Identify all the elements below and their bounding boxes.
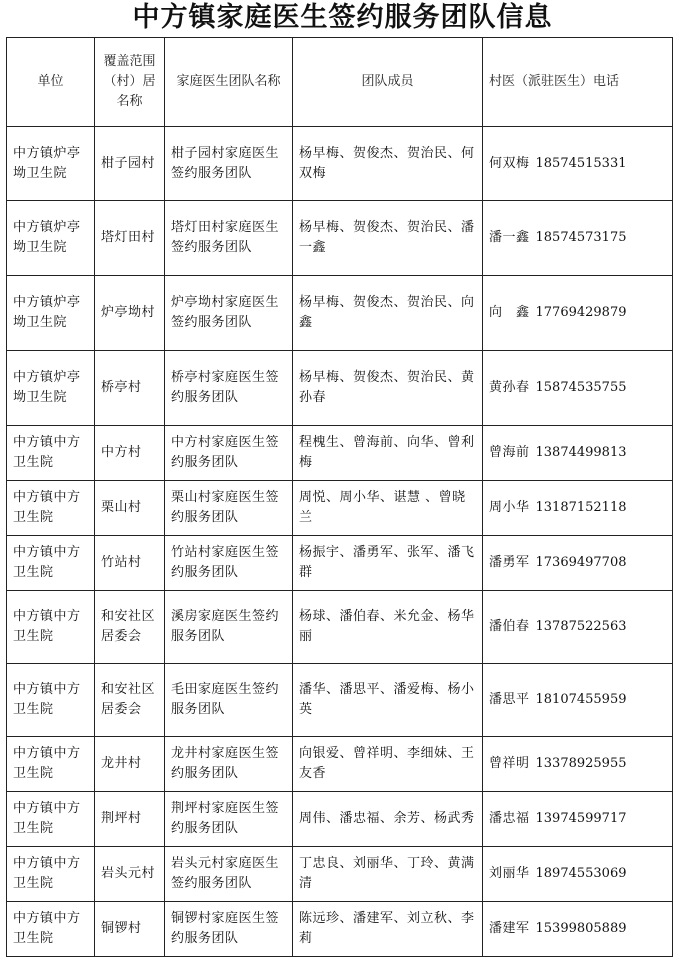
team-name-cell: 炉亭坳村家庭医生签约服务团队 <box>165 276 293 351</box>
phone-number: 18574573175 <box>535 230 627 245</box>
coverage-cell: 塔灯田村 <box>95 201 165 276</box>
coverage-cell: 桥亭村 <box>95 351 165 426</box>
team-name-cell: 荆坪村家庭医生签约服务团队 <box>165 792 293 847</box>
table-row <box>7 201 673 276</box>
phone-cell <box>483 591 673 664</box>
team-name-cell: 柑子园村家庭医生签约服务团队 <box>165 127 293 201</box>
coverage-cell: 和安社区居委会 <box>95 591 165 664</box>
table-row <box>7 847 673 902</box>
coverage-cell: 铜锣村 <box>95 902 165 957</box>
doctor-name: 曾海前 <box>489 445 530 460</box>
doctor-name: 黄孙春 <box>489 380 530 395</box>
team-name-cell: 铜锣村家庭医生签约服务团队 <box>165 902 293 957</box>
phone-number: 15874535755 <box>535 380 627 395</box>
team-name-cell: 栗山村家庭医生签约服务团队 <box>165 481 293 536</box>
phone-number: 13874499813 <box>535 445 627 460</box>
team-name-cell: 中方村家庭医生签约服务团队 <box>165 426 293 481</box>
coverage-cell: 竹站村 <box>95 536 165 591</box>
doctor-name: 周小华 <box>489 500 530 515</box>
table-row <box>7 792 673 847</box>
doctor-name: 刘丽华 <box>489 866 530 881</box>
table-row <box>7 127 673 201</box>
table-row <box>7 276 673 351</box>
unit-cell: 中方镇中方卫生院 <box>7 536 95 591</box>
table-row <box>7 591 673 664</box>
unit-cell: 中方镇中方卫生院 <box>7 664 95 737</box>
header-members: 团队成员 <box>293 38 483 127</box>
page-title: 中方镇家庭医生签约服务团队信息 <box>132 2 553 33</box>
coverage-cell: 炉亭坳村 <box>95 276 165 351</box>
members-cell: 杨早梅、贺俊杰、贺治民、黄孙春 <box>293 351 483 426</box>
phone-cell <box>483 426 673 481</box>
unit-cell: 中方镇中方卫生院 <box>7 737 95 792</box>
members-cell: 陈远珍、潘建军、刘立秋、李莉 <box>293 902 483 957</box>
phone-cell <box>483 127 673 201</box>
doctor-name: 何双梅 <box>489 155 530 171</box>
unit-cell: 中方镇中方卫生院 <box>7 847 95 902</box>
team-name-cell: 塔灯田村家庭医生签约服务团队 <box>165 201 293 276</box>
header-row <box>7 38 673 127</box>
doctor-name: 潘一鑫 <box>489 230 530 245</box>
members-cell: 杨早梅、贺俊杰、贺治民、何双梅 <box>293 127 483 201</box>
coverage-cell: 荆坪村 <box>95 792 165 847</box>
doctor-name: 潘思平 <box>489 692 530 707</box>
members-cell: 杨振宇、潘勇军、张军、潘飞群 <box>293 536 483 591</box>
unit-cell: 中方镇炉亭坳卫生院 <box>7 276 95 351</box>
team-name-cell: 毛田家庭医生签约服务团队 <box>165 664 293 737</box>
coverage-cell: 岩头元村 <box>95 847 165 902</box>
unit-cell: 中方镇炉亭坳卫生院 <box>7 351 95 426</box>
header-coverage: 覆盖范围（村）居名称 <box>95 38 165 127</box>
table-row <box>7 426 673 481</box>
phone-number: 18574515331 <box>535 155 627 171</box>
phone-number: 13187152118 <box>535 500 627 515</box>
doctor-name: 潘忠福 <box>489 811 530 826</box>
phone-number: 13378925955 <box>535 756 627 771</box>
team-name-cell: 竹站村家庭医生签约服务团队 <box>165 536 293 591</box>
members-cell: 杨早梅、贺俊杰、贺治民、向 鑫 <box>293 276 483 351</box>
team-name-cell: 岩头元村家庭医生签约服务团队 <box>165 847 293 902</box>
phone-number: 15399805889 <box>535 921 627 936</box>
phone-cell <box>483 351 673 426</box>
phone-cell <box>483 792 673 847</box>
doctor-name: 曾祥明 <box>489 756 530 771</box>
unit-cell: 中方镇中方卫生院 <box>7 792 95 847</box>
phone-cell <box>483 201 673 276</box>
coverage-cell: 栗山村 <box>95 481 165 536</box>
doctor-name: 潘建军 <box>489 921 530 936</box>
team-name-cell: 溪房家庭医生签约服务团队 <box>165 591 293 664</box>
team-info-table <box>6 37 673 957</box>
coverage-cell: 和安社区居委会 <box>95 664 165 737</box>
phone-cell <box>483 902 673 957</box>
unit-cell: 中方镇中方卫生院 <box>7 481 95 536</box>
members-cell: 周悦、周小华、谌慧 、曾晓兰 <box>293 481 483 536</box>
table-row <box>7 481 673 536</box>
members-cell: 杨球、潘伯春、米允金、杨华丽 <box>293 591 483 664</box>
unit-cell: 中方镇中方卫生院 <box>7 902 95 957</box>
doctor-name: 向 鑫 <box>489 305 530 320</box>
phone-cell <box>483 481 673 536</box>
table-row <box>7 536 673 591</box>
team-name-cell: 桥亭村家庭医生签约服务团队 <box>165 351 293 426</box>
members-cell: 杨早梅、贺俊杰、贺治民、潘一鑫 <box>293 201 483 276</box>
members-cell: 潘华、潘思平、潘爱梅、杨小英 <box>293 664 483 737</box>
table-row <box>7 902 673 957</box>
coverage-cell: 中方村 <box>95 426 165 481</box>
phone-number: 18974553069 <box>535 866 627 881</box>
doctor-name: 潘伯春 <box>489 619 530 634</box>
unit-cell: 中方镇中方卫生院 <box>7 426 95 481</box>
members-cell: 丁忠良、刘丽华、丁玲、黄满清 <box>293 847 483 902</box>
members-cell: 周伟、潘忠福、余芳、杨武秀 <box>293 792 483 847</box>
phone-number: 17769429879 <box>535 305 627 320</box>
phone-number: 17369497708 <box>535 555 627 570</box>
unit-cell: 中方镇炉亭坳卫生院 <box>7 127 95 201</box>
unit-cell: 中方镇中方卫生院 <box>7 591 95 664</box>
phone-cell <box>483 664 673 737</box>
table-row <box>7 664 673 737</box>
doctor-name: 潘勇军 <box>489 555 530 570</box>
phone-number: 13787522563 <box>535 619 627 634</box>
table-row <box>7 737 673 792</box>
phone-number: 18107455959 <box>535 692 627 707</box>
header-phone: 村医（派驻医生）电话 <box>483 38 673 127</box>
header-team-name: 家庭医生团队名称 <box>165 38 293 127</box>
unit-cell: 中方镇炉亭坳卫生院 <box>7 201 95 276</box>
coverage-cell: 龙井村 <box>95 737 165 792</box>
table-body <box>7 127 673 957</box>
header-unit: 单位 <box>7 38 95 127</box>
phone-cell <box>483 737 673 792</box>
members-cell: 向银爱、曾祥明、李细妹、王友香 <box>293 737 483 792</box>
members-cell: 程槐生、曾海前、向华、曾利梅 <box>293 426 483 481</box>
phone-number: 13974599717 <box>535 811 627 826</box>
phone-cell <box>483 536 673 591</box>
coverage-cell: 柑子园村 <box>95 127 165 201</box>
table-row <box>7 351 673 426</box>
phone-cell <box>483 847 673 902</box>
phone-cell <box>483 276 673 351</box>
team-name-cell: 龙井村家庭医生签约服务团队 <box>165 737 293 792</box>
